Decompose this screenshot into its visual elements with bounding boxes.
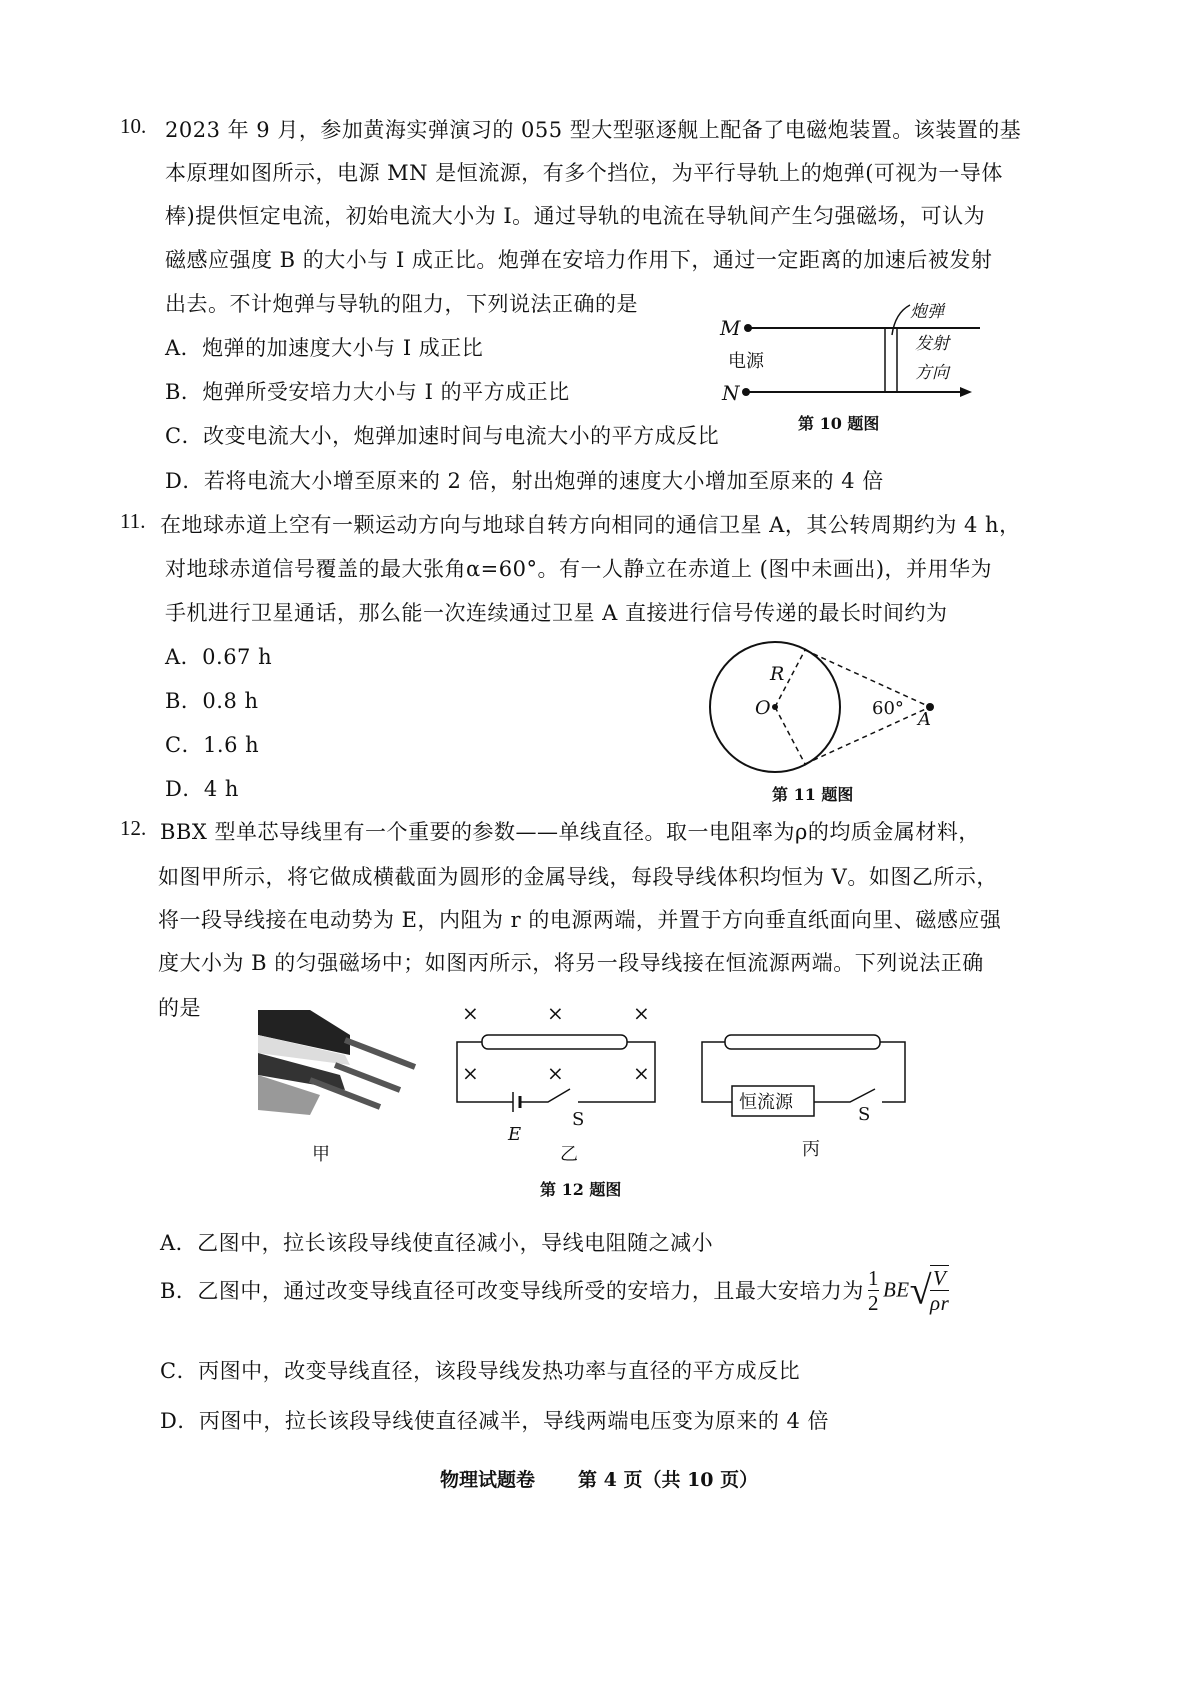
label-jia: 甲 [312,1144,330,1165]
sqrt-numerator: V [930,1266,949,1291]
q12-stem-line: 的是 [158,996,201,1020]
q11-option-c: C．1.6 h [165,733,260,757]
sqrt-denominator: ρr [930,1291,950,1315]
magnetic-field-cross: × [633,1001,650,1025]
q12-option-b-text: B．乙图中，通过改变导线直径可改变导线所受的安培力，且最大安培力为 [160,1279,864,1303]
figure-10-caption: 第 10 题图 [798,414,880,433]
power-source-label: 电源 [728,351,764,372]
label-s: S [858,1104,871,1125]
q10-option-c: C．改变电流大小，炮弹加速时间与电流大小的平方成反比 [165,424,720,448]
footer-page-number: 第 4 页（共 10 页） [578,1469,759,1491]
question-12-number: 12. [120,816,147,840]
q11-option-d: D．4 h [165,777,239,801]
figure-12-caption: 第 12 题图 [540,1180,622,1199]
q11-option-a: A．0.67 h [165,645,273,669]
label-n: N [722,381,740,405]
constant-current-source-label: 恒流源 [739,1092,793,1113]
q11-satellite-diagram [700,630,960,810]
question-11-number: 11. [120,509,146,533]
q12-option-b [160,1265,953,1315]
direction-note: 方向 [915,363,949,383]
magnetic-field-cross: × [462,1061,479,1085]
footer-subject: 物理试题卷 [440,1469,536,1491]
q11-option-b: B．0.8 h [165,689,259,713]
figure-11-caption: 第 11 题图 [772,785,854,804]
magnetic-field-cross: × [462,1001,479,1025]
label-m: M [720,316,741,340]
label-bing: 丙 [802,1139,820,1160]
q10-option-d: D．若将电流大小增至原来的 2 倍，射出炮弹的速度大小增加至原来的 4 倍 [165,469,884,493]
projectile-note: 炮弹 [910,302,944,322]
magnetic-field-cross: × [633,1061,650,1085]
wire-photo [258,1010,415,1115]
fraction-numerator: 1 [867,1265,879,1290]
q10-stem-line: 本原理如图所示，电源 MN 是恒流源，有多个挡位，为平行导轨上的炮弹(可视为一导体 [165,161,1003,185]
fraction-half [868,1266,879,1315]
q12-stem-line: BBX 型单芯导线里有一个重要的参数——单线直径。取一电阻率为ρ的均质金属材料， [160,820,980,844]
q10-railgun-diagram [710,295,980,440]
fraction-denominator: 2 [867,1290,879,1315]
label-a: A [918,709,931,730]
q10-stem-line: 磁感应强度 B 的大小与 I 成正比。炮弹在安培力作用下，通过一定距离的加速后被发射 [165,248,993,272]
q10-option-b: B．炮弹所受安培力大小与 I 的平方成正比 [165,380,570,404]
q11-stem-line: 在地球赤道上空有一颗运动方向与地球自转方向相同的通信卫星 A，其公转周期约为 4 h， [160,513,1021,537]
q11-stem-line: 手机进行卫星通话，那么能一次连续通过卫星 A 直接进行信号传递的最长时间约为 [165,601,948,625]
label-o: O [755,697,771,719]
q10-stem-line: 2023 年 9 月，参加黄海实弹演习的 055 型大型驱逐舰上配备了电磁炮装置。该装置的基 [165,118,1022,142]
magnetic-field-cross: × [547,1001,564,1025]
be-term: BE [882,1277,910,1302]
q10-option-a: A．炮弹的加速度大小与 I 成正比 [165,336,484,360]
q12-option-c: C．丙图中，改变导线直径，该段导线发热功率与直径的平方成反比 [160,1359,801,1383]
label-s: S [572,1109,585,1130]
q10-stem-line: 棒)提供恒定电流，初始电流大小为 I。通过导轨的电流在导轨间产生匀强磁场，可认为 [165,204,986,228]
q10-stem-line: 出去。不计炮弹与导轨的阻力，下列说法正确的是 [165,292,638,316]
square-root: √ $\frac{V}{\rho r}$ [909,1266,950,1315]
launch-note: 发射 [915,334,949,354]
q12-stem-line: 将一段导线接在电动势为 E，内阻为 r 的电源两端，并置于方向垂直纸面向里、磁感应强 [158,908,1002,932]
q12-stem-line: 如图甲所示，将它做成横截面为圆形的金属导线，每段导线体积均恒为 V。如图乙所示， [158,865,998,889]
magnetic-field-cross: × [547,1061,564,1085]
label-r: R [770,663,785,685]
q12-option-a: A．乙图中，拉长该段导线使直径减小，导线电阻随之减小 [160,1231,714,1255]
label-yi: 乙 [560,1144,578,1165]
q12-figures [250,995,930,1205]
q12-stem-line: 度大小为 B 的匀强磁场中；如图丙所示，将另一段导线接在恒流源两端。下列说法正确 [158,951,984,975]
label-e: E [508,1124,522,1145]
angle-label: 60° [872,698,904,719]
question-10-number: 10. [120,114,147,138]
q12-option-d: D．丙图中，拉长该段导线使直径减半，导线两端电压变为原来的 4 倍 [160,1409,830,1433]
q11-stem-line: 对地球赤道信号覆盖的最大张角α=60°。有一人静立在赤道上 (图中未画出)，并用华为 [165,557,993,581]
